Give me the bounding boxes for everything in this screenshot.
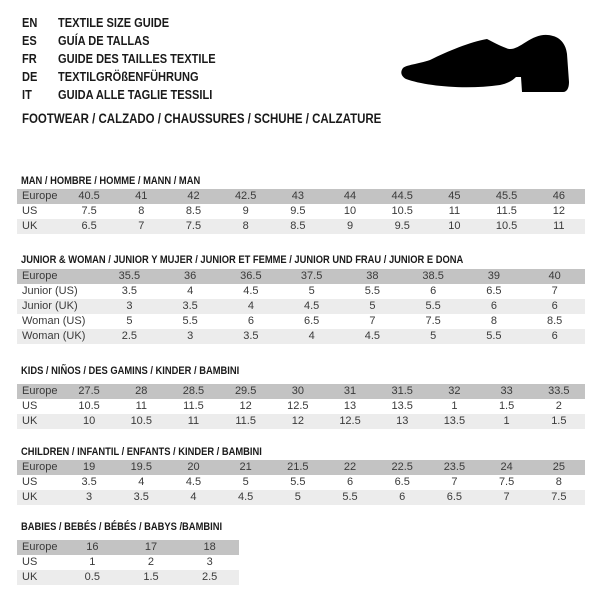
row-label: US (22, 476, 38, 488)
size-cell: 7 (551, 285, 558, 297)
size-cell: 23.5 (443, 461, 466, 473)
size-cell: 3 (206, 556, 213, 568)
size-cell: 27.5 (78, 385, 100, 397)
size-cell: 12.5 (339, 415, 361, 427)
size-cell: 10.5 (391, 205, 413, 217)
size-cell: 22.5 (391, 461, 413, 473)
row-label: Europe (22, 385, 58, 397)
size-cell: 4.5 (238, 491, 254, 503)
size-cell: 1.5 (498, 400, 515, 412)
shoe-icon (400, 32, 570, 94)
size-cell: 7.5 (185, 220, 202, 232)
row-label: Europe (22, 270, 58, 282)
language-code: FR (22, 51, 37, 66)
size-cell: 11 (448, 205, 461, 217)
language-row (22, 86, 243, 104)
size-cell: 2.5 (121, 330, 138, 342)
size-table-children (17, 460, 585, 505)
size-cell: 8 (490, 315, 497, 327)
size-cell: 6 (551, 300, 558, 312)
size-cell: 11 (135, 400, 147, 412)
size-cell: 33 (500, 385, 513, 397)
row-label: US (22, 556, 38, 568)
size-cell: 1 (451, 400, 458, 412)
size-cell: 13 (396, 415, 409, 427)
size-cell: 3.5 (243, 330, 259, 342)
size-cell: 11.5 (496, 205, 517, 217)
size-cell: 1 (89, 556, 96, 568)
size-cell: 9.5 (394, 220, 410, 232)
size-cell: 10 (343, 205, 357, 217)
size-cell: 19.5 (130, 461, 152, 473)
size-cell: 11.5 (235, 415, 256, 427)
size-cell: 6.5 (303, 315, 320, 327)
row-label: UK (22, 415, 38, 427)
size-cell: 28 (135, 385, 148, 397)
size-cell: 3.5 (121, 285, 138, 297)
section-title-kids: KIDS / NIÑOS / DES GAMINS / KINDER / BAMBINI (21, 365, 240, 377)
table-row (17, 555, 239, 570)
size-cell: 7 (503, 491, 510, 503)
size-cell: 9 (346, 220, 354, 232)
size-cell: 28.5 (182, 385, 205, 397)
size-cell: 9.5 (290, 205, 306, 217)
size-cell: 1 (503, 415, 510, 427)
size-cell: 4.5 (364, 330, 381, 342)
table-row (17, 570, 239, 585)
size-cell: 10 (82, 415, 96, 427)
size-cell: 12 (291, 415, 304, 427)
table-header-row (17, 460, 585, 475)
size-cell: 8.5 (290, 220, 306, 232)
size-cell: 29.5 (234, 385, 257, 397)
size-cell: 5.5 (182, 315, 198, 327)
size-cell: 45.5 (495, 190, 518, 202)
size-cell: 16 (86, 541, 99, 553)
size-cell: 7.5 (81, 205, 97, 217)
size-cell: 10 (448, 220, 461, 232)
size-cell: 21.5 (287, 461, 309, 473)
size-cell: 40.5 (78, 190, 100, 202)
size-cell: 7.5 (425, 315, 441, 327)
size-cell: 6 (551, 330, 558, 342)
size-cell: 13.5 (391, 400, 413, 412)
size-cell: 3 (126, 300, 133, 312)
size-cell: 11 (187, 415, 200, 427)
table-row (17, 299, 585, 314)
size-cell: 2 (555, 400, 562, 412)
size-table-kids (17, 384, 585, 429)
size-cell: 3 (187, 330, 194, 342)
size-cell: 8.5 (185, 205, 202, 217)
language-label: GUIDA ALLE TAGLIE TESSILI (58, 87, 213, 102)
size-cell: 25 (552, 461, 565, 473)
size-cell: 8 (242, 220, 249, 232)
size-cell: 10.5 (130, 415, 152, 427)
size-cell: 43 (291, 190, 304, 202)
size-cell: 13 (343, 400, 357, 412)
size-cell: 4 (190, 491, 197, 503)
row-label: Europe (22, 461, 58, 473)
language-label: TEXTILGRÖßENFÜHRUNG (58, 69, 199, 84)
table-row (17, 414, 585, 429)
table-row (17, 399, 585, 414)
size-cell: 6 (346, 476, 354, 488)
size-cell: 8.5 (546, 315, 563, 327)
row-label: Woman (UK) (22, 330, 86, 342)
language-code: IT (22, 87, 32, 102)
size-cell: 11.5 (183, 400, 204, 412)
size-cell: 5.5 (364, 285, 381, 297)
language-row (22, 14, 243, 32)
size-cell: 6.5 (486, 285, 502, 297)
size-cell: 38 (366, 270, 379, 282)
size-cell: 11 (553, 220, 565, 232)
size-cell: 7 (138, 220, 145, 232)
size-cell: 6.5 (394, 476, 410, 488)
table-header-row (17, 384, 585, 399)
section-title-junior-woman: JUNIOR & WOMAN / JUNIOR Y MUJER / JUNIOR ET FEMME / JUNIOR UND FRAU / JUNIOR E DONA (21, 254, 464, 266)
size-cell: 6 (399, 491, 406, 503)
row-label: Woman (US) (22, 315, 86, 327)
size-cell: 24 (500, 461, 513, 473)
row-label: UK (22, 571, 38, 583)
size-cell: 41 (135, 190, 148, 202)
row-label: Junior (US) (22, 285, 78, 297)
size-cell: 32 (448, 385, 461, 397)
size-cell: 12 (239, 400, 252, 412)
row-label: US (22, 400, 38, 412)
table-header-row (17, 540, 239, 555)
size-cell: 5.5 (425, 300, 441, 312)
size-cell: 5.5 (342, 491, 358, 503)
language-row (22, 50, 243, 68)
language-label: TEXTILE SIZE GUIDE (58, 15, 170, 30)
size-cell: 39 (487, 270, 500, 282)
table-header-row (17, 269, 585, 284)
table-row (17, 475, 585, 490)
size-cell: 4.5 (243, 285, 259, 297)
size-cell: 5 (126, 315, 133, 327)
size-cell: 3.5 (81, 476, 97, 488)
table-row (17, 490, 585, 505)
size-cell: 19 (82, 461, 96, 473)
language-list (22, 14, 243, 104)
size-cell: 6 (490, 300, 497, 312)
size-cell: 30 (291, 385, 304, 397)
size-cell: 5.5 (290, 476, 306, 488)
size-cell: 6 (247, 315, 254, 327)
size-cell: 4 (247, 300, 254, 312)
size-cell: 10.5 (495, 220, 518, 232)
size-cell: 6.5 (446, 491, 463, 503)
table-row (17, 204, 585, 219)
language-label: GUIDE DES TAILLES TEXTILE (58, 51, 216, 66)
size-cell: 7 (451, 476, 458, 488)
size-cell: 20 (187, 461, 200, 473)
size-cell: 4.5 (185, 476, 202, 488)
size-cell: 36.5 (240, 270, 262, 282)
size-cell: 5 (242, 476, 249, 488)
size-cell: 4 (138, 476, 145, 488)
size-cell: 5 (308, 285, 315, 297)
row-label: UK (22, 220, 38, 232)
row-label: Europe (22, 541, 58, 553)
size-cell: 12 (552, 205, 565, 217)
size-cell: 40 (548, 270, 561, 282)
category-title: FOOTWEAR / CALZADO / CHAUSSURES / SCHUHE / CALZATURE (22, 111, 382, 126)
size-cell: 3.5 (182, 300, 198, 312)
size-cell: 8 (138, 205, 145, 217)
table-row (17, 329, 585, 344)
language-code: DE (22, 69, 38, 84)
row-label: Junior (UK) (22, 300, 78, 312)
size-table-man (17, 189, 585, 234)
size-cell: 5 (430, 330, 437, 342)
size-cell: 17 (144, 541, 158, 553)
size-cell: 42.5 (234, 190, 257, 202)
size-table-babies (17, 540, 239, 585)
size-cell: 5 (369, 300, 376, 312)
size-cell: 2 (147, 556, 155, 568)
language-label: GUÍA DE TALLAS (58, 33, 150, 48)
language-code: ES (22, 33, 37, 48)
row-label: Europe (22, 190, 58, 202)
size-cell: 3 (86, 491, 93, 503)
table-row (17, 219, 585, 234)
size-cell: 38.5 (422, 270, 444, 282)
size-cell: 5 (294, 491, 301, 503)
size-cell: 36 (184, 270, 197, 282)
size-cell: 2.5 (202, 571, 218, 583)
size-cell: 21 (239, 461, 252, 473)
size-cell: 7.5 (498, 476, 515, 488)
size-cell: 1.5 (143, 571, 159, 583)
size-cell: 10.5 (78, 400, 100, 412)
size-cell: 42 (187, 190, 200, 202)
size-cell: 35.5 (118, 270, 141, 282)
size-cell: 45 (448, 190, 461, 202)
table-row (17, 314, 585, 329)
section-title-children: CHILDREN / INFANTIL / ENFANTS / KINDER / BAMBINI (21, 446, 262, 458)
size-cell: 7 (369, 315, 376, 327)
table-row (17, 284, 585, 299)
size-cell: 3.5 (133, 491, 149, 503)
row-label: US (22, 205, 38, 217)
size-cell: 31 (343, 385, 357, 397)
size-cell: 37.5 (300, 270, 323, 282)
size-cell: 12.5 (287, 400, 309, 412)
language-row (22, 68, 243, 86)
size-cell: 18 (203, 541, 216, 553)
size-cell: 1.5 (551, 415, 567, 427)
size-cell: 4.5 (303, 300, 320, 312)
size-cell: 31.5 (391, 385, 413, 397)
size-cell: 0.5 (84, 571, 100, 583)
size-cell: 44.5 (391, 190, 413, 202)
size-cell: 13.5 (443, 415, 466, 427)
language-row (22, 32, 243, 50)
size-cell: 4 (308, 330, 315, 342)
size-cell: 33.5 (548, 385, 570, 397)
size-cell: 6.5 (81, 220, 97, 232)
table-header-row (17, 189, 585, 204)
size-cell: 8 (555, 476, 562, 488)
size-cell: 46 (552, 190, 565, 202)
size-cell: 5.5 (486, 330, 502, 342)
section-title-babies: BABIES / BEBÉS / BÉBÉS / BABYS /BAMBINI (21, 521, 223, 533)
size-cell: 7.5 (551, 491, 567, 503)
size-cell: 44 (343, 190, 357, 202)
size-cell: 6 (430, 285, 437, 297)
size-cell: 4 (187, 285, 194, 297)
section-title-man: MAN / HOMBRE / HOMME / MANN / MAN (21, 175, 201, 187)
language-code: EN (22, 15, 38, 30)
size-cell: 22 (343, 461, 357, 473)
size-table-junior-woman (17, 269, 585, 344)
size-cell: 9 (242, 205, 249, 217)
row-label: UK (22, 491, 38, 503)
